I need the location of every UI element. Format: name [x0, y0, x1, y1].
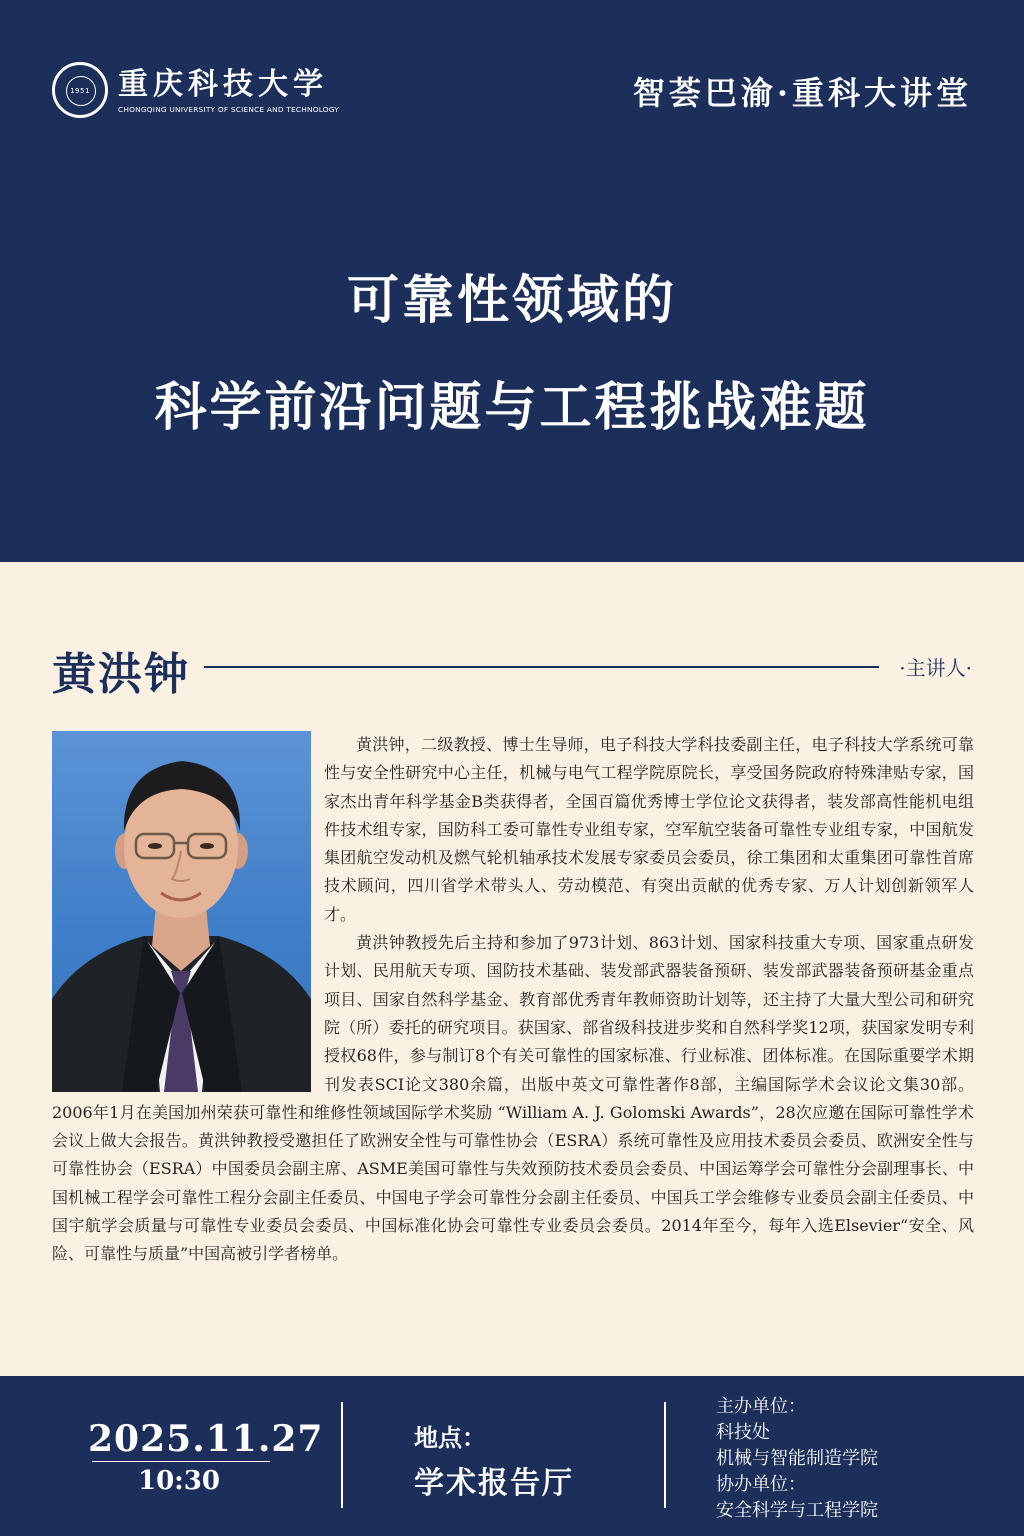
date-underline: [92, 1461, 270, 1462]
speaker-role-label: ·主讲人·: [899, 656, 972, 680]
university-name-cn: 重庆科技大学: [118, 66, 328, 102]
event-time: 10:30: [138, 1466, 220, 1496]
host-label: 主办单位：: [716, 1396, 806, 1417]
event-date: 2025.11.27: [88, 1418, 324, 1460]
lecture-title-line1: 可靠性领域的: [346, 270, 677, 331]
co-organizer-label: 协办单位：: [716, 1474, 806, 1495]
speaker-heading: [52, 638, 972, 698]
seal-year: 1951: [70, 87, 90, 95]
organizers: [716, 1394, 878, 1524]
footer-divider-right: [664, 1402, 666, 1508]
header-banner: [0, 0, 1024, 562]
co-organizer-1: 安全科学与工程学院: [716, 1500, 878, 1521]
bio-paragraph-2: 黄洪钟教授先后主持和参加了973计划、863计划、国家科技重大专项、国家重点研发计划、民用航天专项、国防技术基础、装发部武器装备预研、装发部武器装备预研基金重点项目、国家自然科学基金、教育部优秀青年教师资助计划等，还主持了大量大型公司和研究院（所）委托的研究项目。获国家、部省级科技进步奖和自然科学奖12项，获国家发明专利授权68件，参与制订8个有关可靠性的国家标准、行业标准、团体标准。在国际重要学术期刊发表SCI论文380余篇，出版中英文可靠性著作8部，主编国际学术会议论文集30部。2006年1月在美国加州荣获可靠性和维修性领域国际学术奖励 “William A. J. Golomski Awards”，28次应邀在国际可靠性学术会议上做大会报告。黄洪钟教授受邀担任了欧洲安全性与可靠性协会（ESRA）系统可靠性及应用技术委员会委员、欧洲安全性与可靠性协会（ESRA）中国委员会副主席、ASME美国可靠性与失效预防技术委员会委员、中国运筹学会可靠性分会副理事长、中国机械工程学会可靠性工程分会副主任委员、中国电子学会可靠性分会副主任委员、中国兵工学会维修专业委员会副主任委员、中国宇航学会质量与可靠性专业委员会委员、中国标准化协会可靠性专业委员会委员。2014年至今，每年入选Elsevier“安全、风险、可靠性与质量”中国高被引学者榜单。: [52, 933, 974, 1264]
university-name-en: CHONGQING UNIVERSITY OF SCIENCE AND TECHNOLOGY: [118, 104, 340, 114]
speaker-name: 黄洪钟: [52, 649, 190, 700]
university-wordmark: [118, 67, 339, 114]
speaker-biography: [52, 731, 974, 1269]
lecture-series-name: 智荟巴渝·重科大讲堂: [632, 74, 972, 112]
host-organizer-2: 机械与智能制造学院: [716, 1448, 878, 1469]
lecture-title-line2: 科学前沿问题与工程挑战难题: [154, 377, 870, 438]
location-value: 学术报告厅: [414, 1466, 574, 1501]
portrait-float-spacer: [52, 731, 324, 1081]
university-logo: [52, 62, 339, 118]
location-label: 地点：: [414, 1423, 486, 1452]
bio-paragraph-1: 黄洪钟，二级教授、博士生导师，电子科技大学科技委副主任，电子科技大学系统可靠性与安全性研究中心主任，机械与电气工程学院原院长，享受国务院政府特殊津贴专家，国家杰出青年科学基金B类获得者，全国百篇优秀博士学位论文获得者，装发部高性能机电组件技术组专家，国防科工委可靠性专业组专家，空军航空装备可靠性专业组专家，中国航发集团航空发动机及燃气轮机轴承技术发展专家委员会委员，徐工集团和太重集团可靠性首席技术顾问，四川省学术带头人、劳动模范、有突出贡献的优秀专家、万人计划创新领军人才。: [324, 735, 974, 924]
university-seal-icon: [52, 62, 108, 118]
event-info-footer: [0, 1376, 1024, 1536]
speaker-divider-line: [204, 666, 879, 668]
host-organizer-1: 科技处: [716, 1422, 770, 1443]
footer-divider-left: [341, 1402, 343, 1508]
